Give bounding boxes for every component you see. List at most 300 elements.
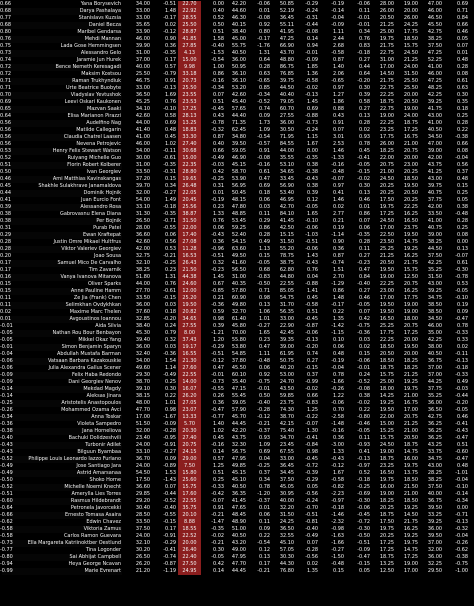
value-cell: -0.10 (163, 106, 176, 112)
value-cell: 42.25 (427, 92, 442, 98)
player-name-cell: Heya George Ncavan (68, 561, 121, 567)
value-cell: 48.25 (427, 85, 442, 91)
value-cell: -1.50 (331, 554, 344, 560)
value-cell: 0.02 (164, 22, 176, 28)
value-cell: -0.09 (163, 421, 176, 427)
value-cell: 43.00 (427, 176, 442, 182)
table-row (0, 267, 474, 274)
value-cell: 0.85 (258, 85, 270, 91)
value-cell: 0.69 (258, 183, 270, 189)
value-cell: 35.65 (135, 22, 150, 28)
value-cell: 0.12 (258, 547, 270, 553)
value-cell: 17.75 (379, 330, 394, 336)
value-cell: -0.08 (257, 15, 270, 21)
value-cell: -1.20 (257, 491, 270, 497)
value-cell: 84.55 (279, 141, 294, 147)
value-cell: 0.76 (0, 36, 12, 42)
value-cell: 0.25 (456, 225, 468, 231)
value-cell: -0.61 (163, 288, 176, 294)
value-cell: 38.25 (427, 239, 442, 245)
value-cell: 22.50 (379, 232, 394, 238)
value-cell: -0.38 (455, 554, 468, 560)
table-row (0, 239, 474, 246)
value-cell: 20.25 (379, 183, 394, 189)
value-cell: -0.88 (305, 113, 318, 119)
value-cell: -0.55 (163, 225, 176, 231)
value-cell: -0.40 (305, 526, 318, 532)
value-cell: 47.95 (231, 456, 246, 462)
value-cell: 17.25 (403, 330, 418, 336)
table-row (0, 71, 474, 78)
value-cell: 33.00 (135, 15, 150, 21)
value-cell: 56.50 (231, 267, 246, 273)
value-cell: -0.37 (257, 498, 270, 504)
value-cell: -0.25 (163, 260, 176, 266)
value-cell: 47.25 (279, 36, 294, 42)
player-name-cell: Nevena Petrojevic (76, 141, 121, 147)
value-cell: 46.95 (279, 197, 294, 203)
value-cell: 0.76 (358, 36, 370, 42)
value-cell: 45.15 (231, 162, 246, 168)
value-cell: -0.48 (331, 169, 344, 175)
value-cell: 0.06 (258, 365, 270, 371)
value-cell: 54.75 (279, 295, 294, 301)
value-cell: 25.00 (379, 29, 394, 35)
value-cell: 0.13 (456, 246, 468, 252)
value-cell: -0.01 (211, 372, 224, 378)
value-cell: 0.56 (0, 141, 12, 147)
value-cell: 0.22 (332, 309, 344, 315)
value-cell: 0.78 (258, 484, 270, 490)
value-cell: -0.51 (305, 239, 318, 245)
value-cell: -0.97 (331, 498, 344, 504)
value-cell: 0.87 (212, 134, 224, 140)
value-cell: 36.00 (427, 554, 442, 560)
value-cell: 18.55 (178, 526, 201, 533)
value-cell: 16.50 (379, 470, 394, 476)
value-cell: 0.83 (358, 43, 370, 49)
value-cell: -0.40 (257, 400, 270, 406)
value-cell: -1.33 (331, 155, 344, 161)
value-cell: 40.35 (231, 281, 246, 287)
value-cell: 20.00 (403, 337, 418, 343)
value-cell: 32.30 (231, 442, 246, 448)
value-cell: -0.52 (257, 99, 270, 105)
value-cell: -0.31 (305, 15, 318, 21)
value-cell: 0.38 (306, 162, 318, 168)
value-cell: 0.56 (456, 162, 468, 168)
value-cell: 0.24 (164, 323, 176, 329)
value-cell: 19.00 (403, 561, 418, 567)
value-cell: 34.00 (135, 1, 150, 7)
value-cell: 44.00 (279, 148, 294, 154)
value-cell: 42.00 (427, 204, 442, 210)
value-cell: 37.43 (178, 337, 201, 344)
value-cell: 56.35 (279, 309, 294, 315)
value-cell: -1.21 (211, 330, 224, 336)
value-cell: -0.96 (211, 246, 224, 252)
table-row (0, 36, 474, 43)
value-cell: -0.81 (305, 519, 318, 525)
value-cell: 37.80 (231, 358, 246, 364)
value-cell: 20.50 (403, 99, 418, 105)
value-cell: 33.00 (135, 8, 150, 14)
player-name-cell: Aleksas Jinara (86, 393, 121, 399)
value-cell: 37.60 (135, 309, 150, 315)
value-cell: -0.34 (257, 92, 270, 98)
value-cell: 48.45 (231, 512, 246, 518)
value-cell: 14.25 (379, 393, 394, 399)
value-cell: 0.92 (258, 372, 270, 378)
value-cell: -0.32 (211, 127, 224, 133)
value-cell: 0.38 (456, 204, 468, 210)
value-cell: 61.95 (279, 351, 294, 357)
table-row (0, 218, 474, 225)
player-name-cell: Henry Felix Stewart Watson (2, 148, 122, 155)
table-row (0, 246, 474, 253)
table-row (0, 344, 474, 351)
value-cell: 62.45 (231, 127, 246, 133)
player-name-cell: Viktoria Zamus (2, 526, 122, 533)
value-cell: 53.90 (231, 176, 246, 182)
player-name-cell: Vatsaan Barbara Kazakouskie (2, 358, 122, 365)
value-cell: -0.11 (455, 351, 468, 357)
value-cell: 0.49 (456, 379, 468, 385)
value-cell: 0.74 (306, 351, 318, 357)
value-cell: 42.25 (427, 260, 442, 266)
value-cell: -0.13 (163, 85, 176, 91)
value-cell: -0.31 (163, 169, 176, 175)
value-cell: 0.71 (0, 85, 12, 91)
value-cell: -0.15 (163, 519, 176, 525)
player-name-cell: Alessandro Rosa (2, 204, 122, 211)
value-cell: 40.50 (231, 484, 246, 490)
value-cell: 23.50 (379, 239, 394, 245)
value-cell: 32.75 (135, 253, 150, 259)
value-cell: 15.75 (379, 435, 394, 441)
value-cell: 20.00 (403, 92, 418, 98)
value-cell: 42.75 (427, 414, 442, 420)
value-cell: -0.02 (305, 85, 318, 91)
value-cell: 38.87 (178, 211, 201, 218)
value-cell: 20.00 (178, 540, 201, 547)
value-cell: -0.45 (211, 106, 224, 112)
value-cell: 29.20 (135, 498, 150, 504)
value-cell: 37.00 (427, 372, 442, 378)
value-cell: 0.28 (258, 64, 270, 70)
player-name-cell: Edwin Chavez (86, 519, 121, 525)
value-cell: 15.80 (178, 470, 201, 477)
value-cell: 0.07 (306, 540, 318, 546)
player-name-cell: Matilde Callegarin (76, 127, 121, 133)
value-cell: 20.00 (403, 8, 418, 14)
value-cell: 5.70 (178, 421, 201, 428)
value-cell: 0.14 (212, 568, 224, 574)
value-cell: 18.50 (379, 358, 394, 364)
value-cell: 0.63 (456, 85, 468, 91)
value-cell: 0.69 (164, 120, 176, 126)
value-cell: 0.91 (212, 505, 224, 511)
value-cell: 20.50 (403, 190, 418, 196)
value-cell: 2.44 (332, 36, 344, 42)
player-name-cell: Gabrovasnu Elena Diana (59, 211, 121, 217)
player-name-cell: Maksim Kostsou (81, 71, 121, 77)
value-cell: -0.47 (455, 316, 468, 322)
value-cell: 67.55 (279, 449, 294, 455)
value-cell: 39.35 (279, 337, 294, 343)
value-cell: 39.25 (427, 99, 442, 105)
player-name-cell: Maxime Marc Thelen (69, 309, 121, 315)
player-name-cell: Alessandro Gelo (2, 50, 122, 57)
value-cell: 0.44 (358, 64, 370, 70)
value-cell: -0.40 (357, 281, 370, 287)
value-cell: 40.40 (279, 92, 294, 98)
value-cell: 0.53 (164, 246, 176, 252)
value-cell: 45.15 (231, 470, 246, 476)
value-cell: 24.25 (403, 22, 418, 28)
value-cell: 35.25 (427, 393, 442, 399)
value-cell: 0.66 (456, 141, 468, 147)
value-cell: 20.25 (379, 533, 394, 539)
value-cell: 22.52 (178, 533, 201, 540)
value-cell: 54.00 (135, 197, 150, 203)
value-cell: 0.48 (332, 351, 344, 357)
value-cell: 31.50 (178, 218, 201, 225)
value-cell: 0.52 (0, 155, 12, 161)
table-row (0, 15, 474, 22)
table-row (0, 295, 474, 302)
value-cell: 38.25 (427, 477, 442, 483)
value-cell: 19.25 (403, 379, 418, 385)
value-cell: 23.75 (279, 400, 294, 406)
value-cell: 40.50 (231, 533, 246, 539)
value-cell: 0.71 (258, 288, 270, 294)
table-row (0, 260, 474, 267)
value-cell: 1.25 (212, 463, 224, 469)
value-cell: 24.70 (279, 379, 294, 385)
player-name-cell: Bence Nemeth Keresagadi (2, 64, 122, 71)
player-name-cell: Juan Eurcio Font (81, 197, 121, 203)
value-cell: 18.50 (403, 36, 418, 42)
value-cell: 0.47 (258, 176, 270, 182)
value-cell: 0.27 (358, 288, 370, 294)
value-cell: 45.10 (231, 477, 246, 483)
value-cell: 0.48 (456, 176, 468, 182)
value-cell: 26.40 (178, 547, 201, 554)
value-cell: 17.00 (135, 414, 150, 420)
value-cell: -0.35 (163, 162, 176, 168)
value-cell: 17.00 (379, 225, 394, 231)
value-cell: 48.00 (135, 400, 150, 406)
player-name-cell: Samuel Mico De Carvalho (2, 260, 122, 267)
table-row (0, 470, 474, 477)
value-cell: 36.35 (231, 491, 246, 497)
value-cell: 31.00 (135, 50, 150, 56)
value-cell: 41.45 (231, 498, 246, 504)
value-cell: 84.10 (279, 211, 294, 217)
table-row (0, 22, 474, 29)
value-cell: 32.00 (427, 547, 442, 553)
table-row (0, 176, 474, 183)
value-cell: -0.02 (305, 386, 318, 392)
table-row (0, 463, 474, 470)
value-cell: 0.28 (456, 120, 468, 126)
value-cell: -0.58 (0, 526, 13, 532)
value-cell: 0.53 (0, 148, 12, 154)
value-cell: 18.50 (403, 176, 418, 182)
value-cell: 36.75 (427, 498, 442, 504)
value-cell: 21.75 (379, 78, 394, 84)
value-cell: -0.39 (305, 470, 318, 476)
value-cell: 0.43 (332, 113, 344, 119)
value-cell: 0.05 (456, 36, 468, 42)
value-cell: 41.45 (279, 218, 294, 224)
value-cell: 37.00 (427, 365, 442, 371)
value-cell: -0.19 (331, 358, 344, 364)
value-cell: -1.14 (331, 232, 344, 238)
value-cell: 42.60 (135, 113, 150, 119)
value-cell: 44.25 (427, 379, 442, 385)
value-cell: 37.50 (427, 43, 442, 49)
value-cell: 0.25 (456, 190, 468, 196)
value-cell: 1.31 (164, 274, 176, 280)
value-cell: 44.30 (279, 561, 294, 567)
value-cell: 17.25 (403, 554, 418, 560)
value-cell: 43.25 (427, 442, 442, 448)
value-cell: -0.37 (257, 428, 270, 434)
value-cell: 0.26 (212, 393, 224, 399)
value-cell: 26.00 (379, 141, 394, 147)
value-cell: -0.15 (163, 295, 176, 301)
value-cell: -1.42 (331, 323, 344, 329)
player-name-cell: Bilguun Byambaa (77, 449, 121, 455)
value-cell: -0.89 (163, 463, 176, 469)
value-cell: 0.41 (0, 197, 12, 203)
value-cell: 17.25 (379, 211, 394, 217)
value-cell: 45.50 (231, 365, 246, 371)
value-cell: -0.01 (357, 22, 370, 28)
value-cell: 25.56 (178, 204, 201, 211)
table-row (0, 225, 474, 232)
value-cell: 53.40 (279, 190, 294, 196)
table-row (0, 365, 474, 372)
value-cell: 1.43 (306, 253, 318, 259)
value-cell: -0.05 (455, 288, 468, 294)
value-cell: -0.50 (0, 477, 13, 483)
value-cell: -1.48 (331, 421, 344, 427)
value-cell: 0.90 (332, 239, 344, 245)
player-name-cell: Audelfino Nag (2, 120, 122, 127)
value-cell: 37.50 (427, 253, 442, 259)
value-cell: 76.85 (279, 71, 294, 77)
value-cell: -0.12 (211, 358, 224, 364)
value-cell: 13.33 (178, 414, 201, 421)
value-cell: 46.30 (231, 15, 246, 21)
value-cell: 21.25 (379, 253, 394, 259)
value-cell: 0.41 (332, 190, 344, 196)
value-cell: -0.80 (357, 414, 370, 420)
player-name-cell: Ruiyang Michelle Guo (67, 155, 121, 161)
value-cell: 0.56 (0, 120, 12, 126)
value-cell: 23.55 (178, 92, 201, 99)
value-cell: 0.15 (0, 281, 12, 287)
value-cell: 21.00 (403, 393, 418, 399)
value-cell: 0.42 (212, 561, 224, 567)
value-cell: 0.23 (258, 337, 270, 343)
table-row (0, 491, 474, 498)
value-cell: 1.02 (164, 141, 176, 147)
value-cell: 52.19 (279, 8, 294, 14)
value-cell: 24.50 (379, 218, 394, 224)
player-name-cell: Jaramie Jun Hurek (76, 57, 121, 63)
value-cell: -0.03 (455, 386, 468, 392)
value-cell: -0.84 (305, 442, 318, 448)
value-cell: -0.26 (455, 540, 468, 546)
value-cell: 0.68 (0, 22, 12, 28)
value-cell: 21.00 (403, 491, 418, 497)
value-cell: -1.63 (331, 533, 344, 539)
value-cell: -0.18 (331, 505, 344, 511)
value-cell: -0.58 (0, 533, 13, 539)
value-cell: 0.50 (212, 22, 224, 28)
value-cell: 53.10 (279, 162, 294, 168)
value-cell: 0.28 (456, 218, 468, 224)
value-cell: -0.43 (305, 260, 318, 266)
value-cell: 0.74 (258, 106, 270, 112)
value-cell: 35.55 (279, 155, 294, 161)
value-cell: 36.60 (135, 232, 150, 238)
value-cell: 0.10 (332, 337, 344, 343)
value-cell: 43.75 (231, 435, 246, 441)
value-cell: 38.50 (427, 309, 442, 315)
value-cell: -0.09 (0, 379, 13, 385)
value-cell: 32.10 (135, 260, 150, 266)
value-cell: 0.86 (212, 71, 224, 77)
value-cell: -0.23 (357, 260, 370, 266)
table-row (0, 393, 474, 400)
value-cell: -0.10 (305, 218, 318, 224)
value-cell: 24.95 (178, 568, 201, 575)
value-cell: -0.20 (305, 344, 318, 350)
value-cell: 0.25 (164, 379, 176, 385)
table-row (0, 57, 474, 64)
value-cell: 0.21 (212, 295, 224, 301)
value-cell: 42.50 (279, 225, 294, 231)
value-cell: 23.40 (135, 435, 150, 441)
value-cell: 0.86 (358, 211, 370, 217)
value-cell: -0.13 (305, 92, 318, 98)
value-cell: -0.18 (357, 477, 370, 483)
value-cell: 15.75 (403, 43, 418, 49)
table-row (0, 141, 474, 148)
value-cell: 15.25 (379, 428, 394, 434)
value-cell: -0.06 (357, 358, 370, 364)
player-name-cell: Ze Jia (Frank) Chen (73, 295, 121, 301)
value-cell: -0.75 (357, 323, 370, 329)
value-cell: 38.25 (135, 267, 150, 273)
value-cell: 0.45 (358, 148, 370, 154)
value-cell: 34.00 (135, 358, 150, 364)
value-cell: 39.00 (279, 344, 294, 350)
value-cell: 35.00 (427, 330, 442, 336)
value-cell: 18.75 (379, 99, 394, 105)
value-cell: -0.44 (305, 22, 318, 28)
value-cell: -0.21 (257, 421, 270, 427)
table-row (0, 134, 474, 141)
value-cell: -0.27 (331, 547, 344, 553)
value-cell: 19.00 (379, 113, 394, 119)
value-cell: 39.50 (427, 505, 442, 511)
